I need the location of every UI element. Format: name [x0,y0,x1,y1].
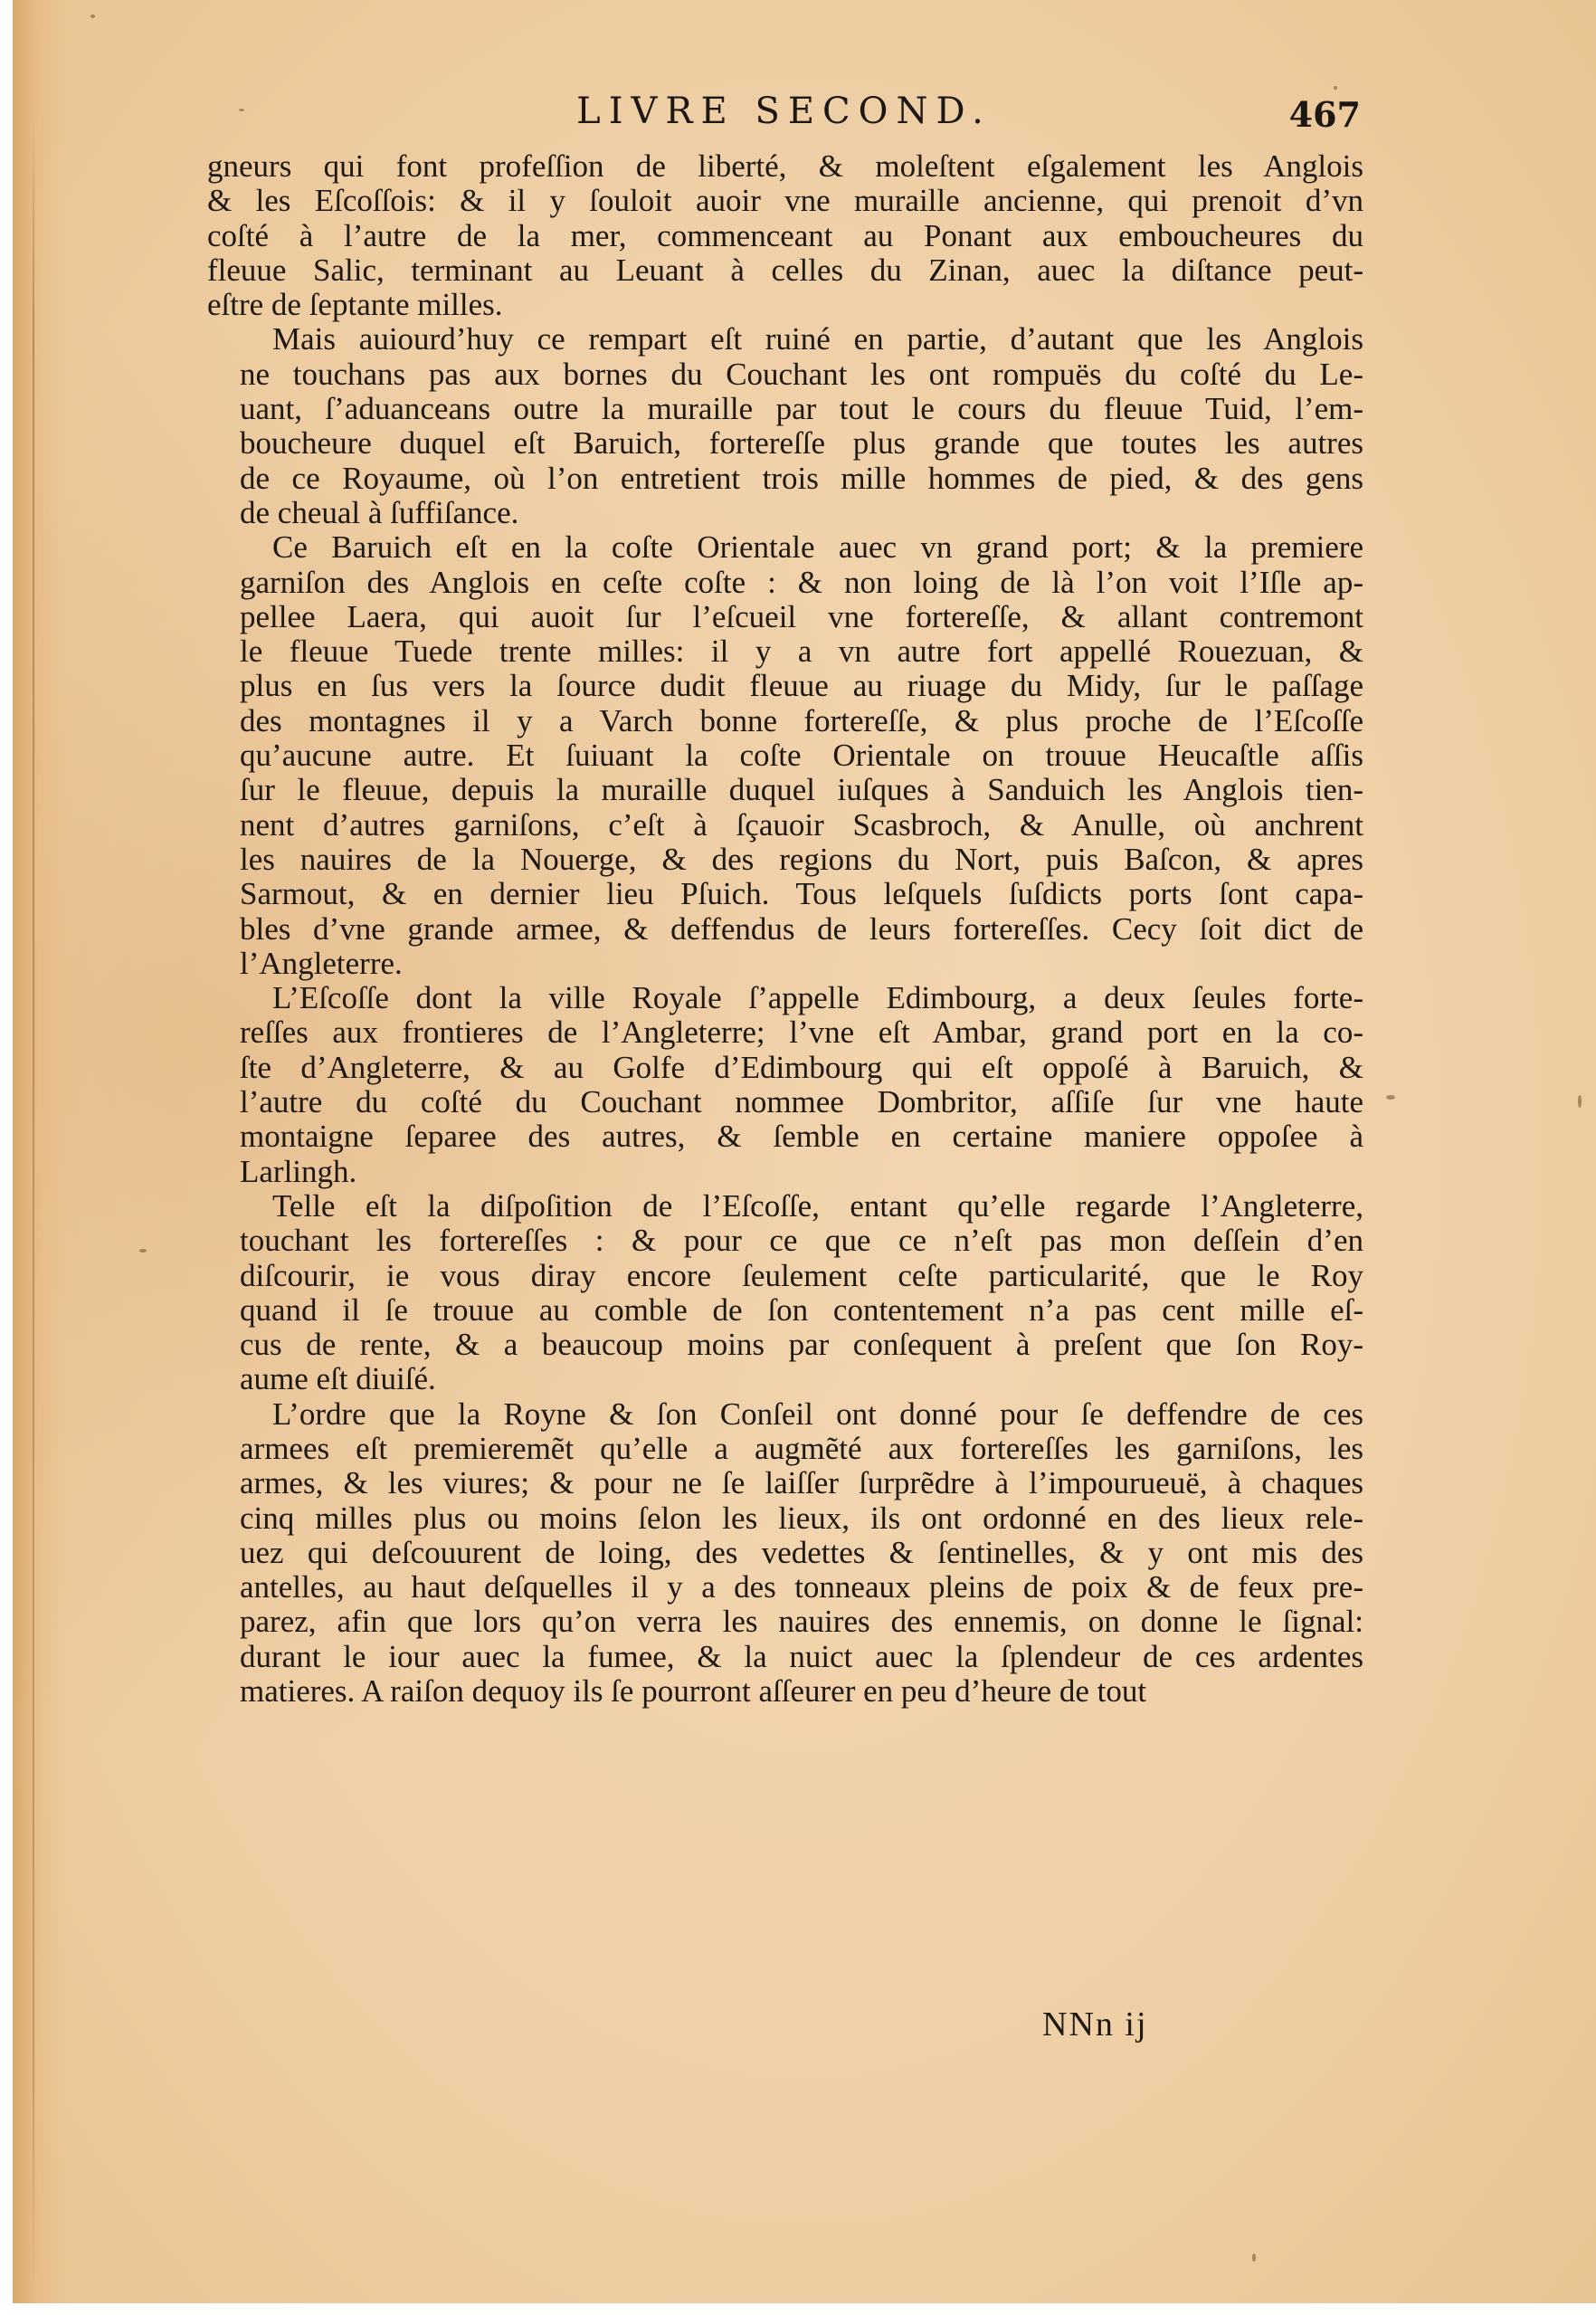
text-line: le fleuue Tuede trente milles: il y a vn autre fort appellé Rouezuan, & [240,634,1363,670]
text-line: aume eſt diuiſé. [240,1361,436,1397]
paper-speck [139,1249,147,1253]
text-line: armees eſt premieremẽt qu’elle a augmẽté aux fortereſſes les garniſons, les [240,1430,1363,1466]
text-line: fleuue Salic, terminant au Leuant à celles du Zinan, auec la diſtance peut- [207,252,1363,288]
text-line: garniſon des Anglois en ceſte coſte : & non loing de là l’on voit l’Iſle ap- [240,564,1363,600]
text-line: Ce Baruich eſt en la coſte Orientale auec vn grand port; & la premiere [272,529,1363,566]
text-line: L’ordre que la Royne & ſon Conſeil ont donné pour ſe deffendre de ces [272,1396,1363,1432]
text-line: matieres. A raiſon dequoy ils ſe pourront aſſeurer en peu d’heure de tout [240,1673,1147,1710]
text-line: antelles, au haut deſquelles il y a des tonneaux pleins de poix & de feux pre- [240,1569,1363,1605]
text-line: armes, & les viures; & pour ne ſe laiſſer ſurprẽdre à l’impourueuë, à chaques [240,1465,1363,1501]
text-line: bles d’vne grande armee, & deffendus de leurs fortereſſes. Cecy ſoit dict de [240,910,1363,947]
paragraph [207,1189,1363,1397]
paragraph [207,530,1363,981]
text-line: cinq milles plus ou moins ſelon les lieux, ils ont ordonné en des lieux rele- [240,1500,1363,1536]
text-line: de cheual à ſuffiſance. [240,494,519,530]
body-text [207,149,1363,1709]
running-head [207,91,1361,141]
text-line: boucheure duquel eſt Baruich, fortereſſe plus grande que toutes les autres [240,425,1363,462]
text-line: l’Angleterre. [240,945,403,981]
text-line: eſtre de ſeptante milles. [207,287,503,323]
text-line: durant le iour auec la fumee, & la nuict auec la ſplendeur de ces ardentes [240,1638,1363,1674]
page-number: 467 [1288,94,1361,135]
paragraph [207,1397,1363,1710]
text-line: plus en ſus vers la ſource dudit fleuue au riuage du Midy, ſur le paſſage [240,668,1363,704]
text-line: quand il ſe trouue au comble de ſon contentement n’a pas cent mille eſ- [240,1291,1363,1328]
text-line: de ce Royaume, où l’on entretient trois mille hommes de pied, & des gens [240,460,1363,496]
text-line: ne touchans pas aux bornes du Couchant les ont rompuës du coſté du Le- [240,356,1363,392]
text-line: ſte d’Angleterre, & au Golfe d’Edimbourg qui eſt oppoſé à Baruich, & [240,1049,1363,1085]
text-line: pellee Laera, qui auoit ſur l’eſcueil vne fortereſſe, & allant contremont [240,598,1363,634]
text-line: coſté à l’autre de la mer, commenceant au Ponant aux emboucheures du [207,217,1363,253]
text-line: cus de rente, & a beaucoup moins par conſequent à preſent que ſon Roy- [240,1327,1363,1363]
running-title: LIVRE SECOND. [576,91,992,132]
signature-mark: NNn ij [1042,2005,1148,2043]
paper-speck [90,14,95,18]
paragraph [207,149,1363,322]
paragraph [207,322,1363,530]
text-line: diſcourir, ie vous diray encore ſeulement ceſte particularité, que le Roy [240,1257,1363,1293]
text-line: L’Eſcoſſe dont la ville Royale ſ’appelle Edimbourg, a deux ſeules forte- [272,980,1363,1016]
paper-speck [1252,2253,1256,2262]
paper-speck [1578,1095,1582,1108]
gutter-fold-line [33,118,34,2290]
text-line: reſſes aux frontieres de l’Angleterre; l’vne eſt Ambar, grand port en la co- [240,1015,1363,1051]
text-line: les nauires de la Nouerge, & des regions du Nort, puis Baſcon, & apres [240,841,1363,877]
paragraph [207,981,1363,1189]
text-line: nent d’autres garniſons, c’eſt à ſçauoir Scasbroch, & Anulle, où anchrent [240,806,1363,843]
text-line: l’autre du coſté du Couchant nommee Dombritor, aſſiſe ſur vne haute [240,1084,1363,1120]
text-line: uez qui deſcouurent de loing, des vedettes & ſentinelles, & y ont mis des [240,1534,1363,1570]
text-line: ſur le fleuue, depuis la muraille duquel iuſques à Sanduich les Anglois tien- [240,772,1363,808]
text-line: Sarmout, & en dernier lieu Pſuich. Tous leſquels ſuſdicts ports ſont capa- [240,876,1363,912]
text-line: parez, afin que lors qu’on verra les nauires des ennemis, on donne le ſignal: [240,1604,1363,1640]
text-line: des montagnes il y a Varch bonne fortereſſe, & plus proche de l’Eſcoſſe [240,702,1363,738]
text-line: Mais auiourd’huy ce rempart eſt ruiné en partie, d’autant que les Anglois [272,321,1363,357]
text-line: montaigne ſeparee des autres, & ſemble en certaine maniere oppoſee à [240,1119,1363,1155]
text-line: Larlingh. [240,1153,357,1189]
paper-speck [1334,86,1337,90]
book-page [13,0,1596,2303]
text-line: Telle eſt la diſpoſition de l’Eſcoſſe, entant qu’elle regarde l’Angleterre, [272,1187,1363,1224]
paper-speck [1386,1095,1395,1100]
text-line: & les Eſcoſſois: & il y ſouloit auoir vne muraille ancienne, qui prenoit d’vn [207,183,1363,219]
text-line: uant, ſ’aduanceans outre la muraille par tout le cours du fleuue Tuid, l’em- [240,391,1363,427]
text-line: gneurs qui font profeſſion de liberté, & moleſtent eſgalement les Anglois [207,148,1363,184]
text-line: touchant les fortereſſes : & pour ce que ce n’eſt pas mon deſſein d’en [240,1223,1363,1259]
text-line: qu’aucune autre. Et ſuiuant la coſte Orientale on trouue Heucaſtle aſſis [240,738,1363,774]
